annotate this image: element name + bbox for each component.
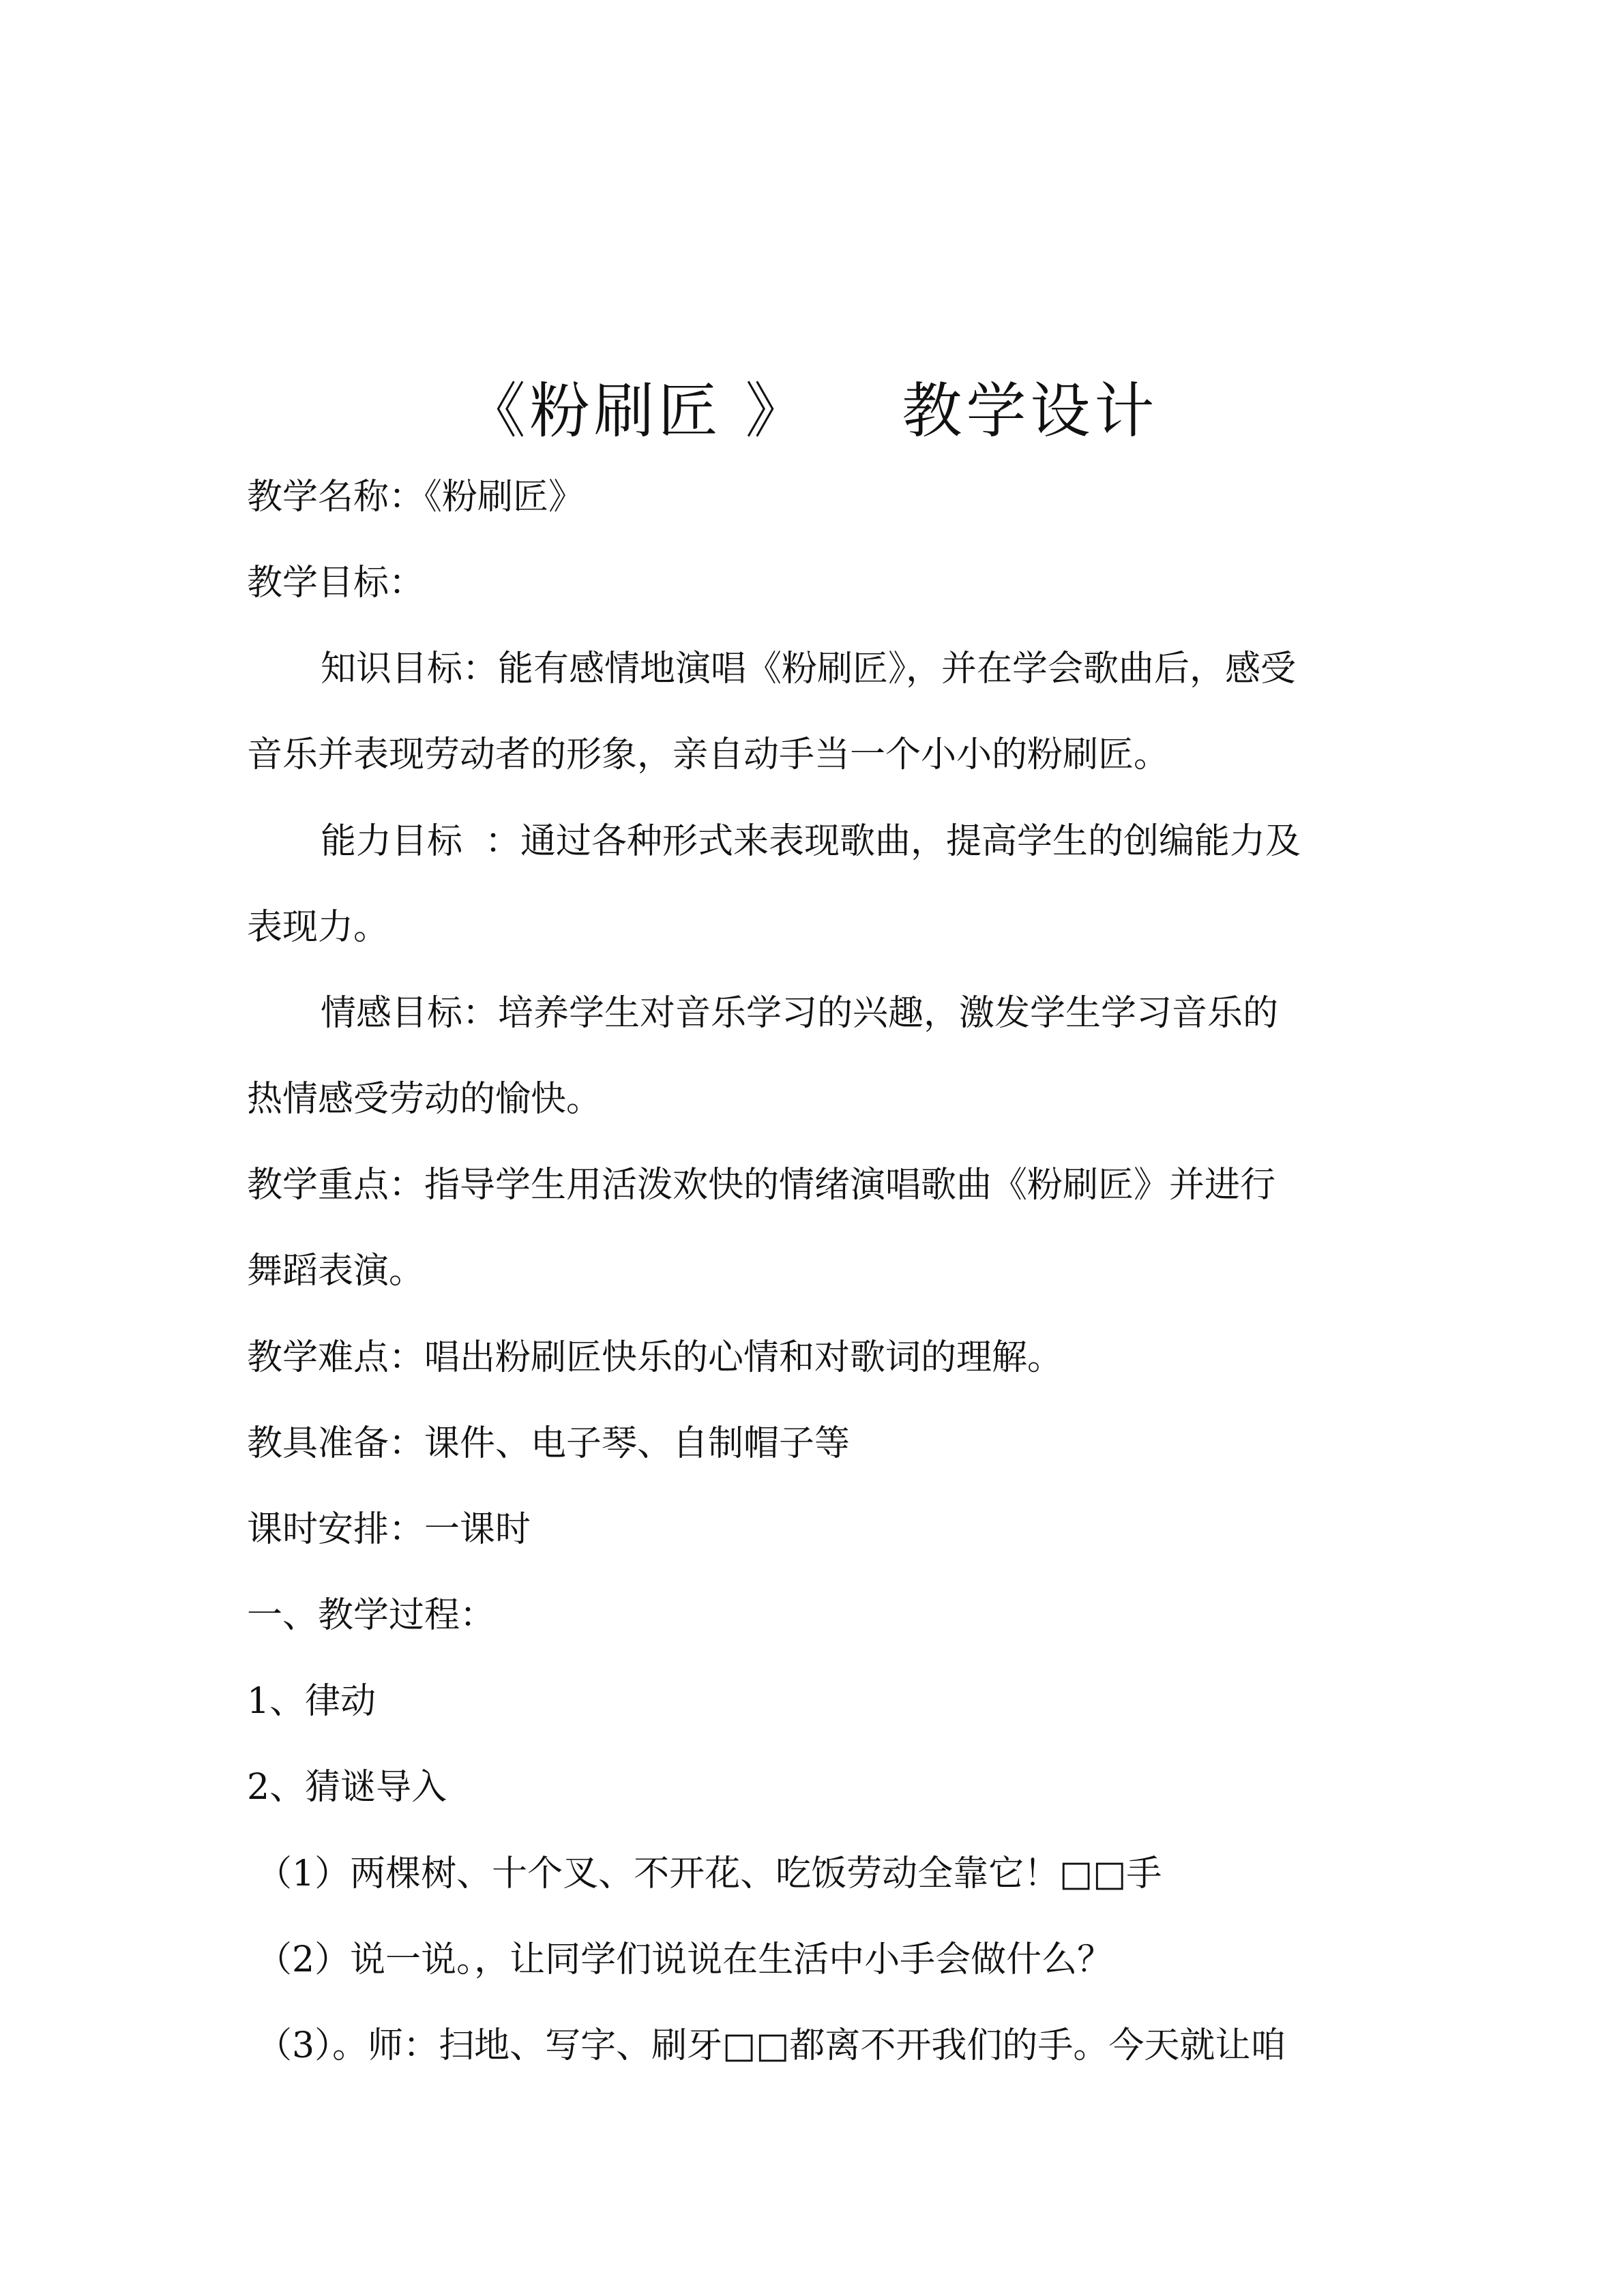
riddle-item-1: （1）两棵树、十个叉、不开花、吃饭劳动全靠它！□□手 xyxy=(256,1853,1162,1894)
ability-goal-line-2: 表现力。 xyxy=(247,907,389,948)
page-title: 《粉刷匠 》 教学设计 xyxy=(465,376,1159,446)
key-point-line-1: 教学重点：指导学生用活泼欢快的情绪演唱歌曲《粉刷匠》并进行 xyxy=(247,1165,1276,1206)
difficulty-line: 教学难点：唱出粉刷匠快乐的心情和对歌词的理解。 xyxy=(247,1337,1063,1378)
knowledge-goal-line-2: 音乐并表现劳动者的形象，亲自动手当一个小小的粉刷匠。 xyxy=(247,734,1170,775)
teaching-name-line: 教学名称：《粉刷匠》 xyxy=(247,477,585,518)
teaching-goals-heading: 教学目标： xyxy=(247,563,425,603)
process-heading: 一、教学过程： xyxy=(247,1595,496,1636)
riddle-item-2: （2）说一说。，让同学们说说在生活中小手会做什么？ xyxy=(256,1939,1113,1980)
step-2-riddle: 2、猜谜导入 xyxy=(247,1767,447,1808)
riddle-item-3: （3）。师：扫地、写字、刷牙□□都离不开我们的手。今天就让咱 xyxy=(256,2025,1286,2066)
teaching-aids-line: 教具准备：课件、电子琴、自制帽子等 xyxy=(247,1423,851,1464)
emotion-goal-line-2: 热情感受劳动的愉快。 xyxy=(247,1079,602,1120)
key-point-line-2: 舞蹈表演。 xyxy=(247,1251,425,1292)
step-1-rhythm: 1、律动 xyxy=(247,1681,377,1722)
class-hours-line: 课时安排：一课时 xyxy=(247,1509,531,1550)
ability-goal-line-1: 能力目标 ：通过各种形式来表现歌曲，提高学生的创编能力及 xyxy=(321,821,1301,862)
knowledge-goal-line-1: 知识目标：能有感情地演唱《粉刷匠》，并在学会歌曲后，感受 xyxy=(321,648,1297,689)
emotion-goal-line-1: 情感目标：培养学生对音乐学习的兴趣，激发学生学习音乐的 xyxy=(321,993,1279,1034)
